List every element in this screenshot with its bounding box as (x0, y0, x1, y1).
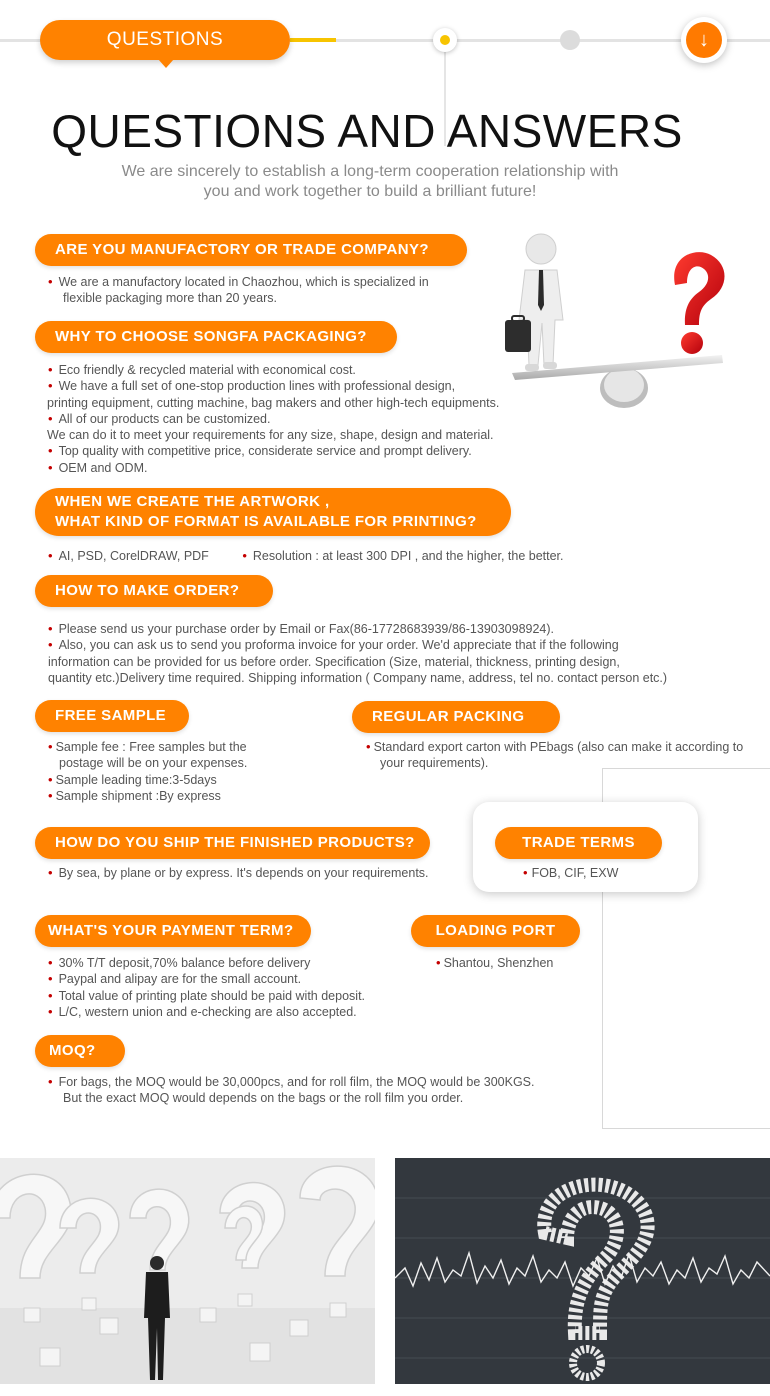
timeline-dot-active[interactable] (433, 28, 457, 52)
section-title-order: HOW TO MAKE ORDER? (35, 575, 273, 607)
company-answer: • We are a manufactory located in Chaozhou, which is specialized in flexible packaging more than 20 years. (48, 274, 429, 306)
scroll-down-button[interactable] (681, 17, 727, 63)
bullet-icon: • (48, 378, 53, 394)
section-title-packing: REGULAR PACKING (352, 701, 560, 733)
bullet-icon: • (48, 787, 53, 803)
bullet-icon: • (48, 274, 53, 289)
port-answer: • Shantou, Shenzhen (436, 955, 554, 970)
bullet-icon: • (366, 739, 371, 754)
timeline-accent (290, 38, 336, 42)
section-title-sample: FREE SAMPLE (35, 700, 189, 732)
question-marks-photo (0, 1158, 375, 1384)
section-title-ship: HOW DO YOU SHIP THE FINISHED PRODUCTS? (35, 827, 430, 859)
bullet-icon: • (48, 443, 53, 459)
bullet-icon: • (48, 459, 53, 475)
bullet-icon: • (436, 955, 441, 970)
bullet-icon: • (48, 548, 53, 563)
section-title-payment: WHAT'S YOUR PAYMENT TERM? (35, 915, 311, 947)
section-title-moq: MOQ? (35, 1035, 125, 1067)
bullet-icon: • (48, 637, 53, 653)
bullet-icon: • (242, 548, 247, 563)
bullet-icon: • (48, 971, 53, 987)
section-title-why: WHY TO CHOOSE SONGFA PACKAGING? (35, 321, 397, 353)
bullet-icon: • (48, 865, 53, 880)
bullet-icon: • (48, 1003, 53, 1019)
bullet-icon: • (48, 955, 53, 970)
bullet-icon: • (523, 865, 528, 880)
bullet-icon: • (48, 987, 53, 1003)
subtitle-line: you and work together to build a brilliant future! (203, 183, 537, 200)
artwork-answer: • AI, PSD, CorelDRAW, PDF • Resolution : at least 300 DPI , and the higher, the better. (48, 548, 564, 563)
section-title-trade: TRADE TERMS (495, 827, 662, 859)
moq-answer: • For bags, the MOQ would be 30,000pcs, and for roll film, the MOQ would be 300KGS. But the exact MOQ would depends on the bags or the roll film you order. (48, 1074, 535, 1106)
abstract-question-mark-photo (395, 1158, 770, 1384)
bullet-icon: • (48, 771, 53, 787)
sample-answer: • Sample fee : Free samples but the postage will be on your expenses. • Sample leading time:3-5days • Sample shipment :By express (48, 739, 248, 803)
page-subtitle (90, 162, 650, 202)
bullet-icon: • (48, 362, 53, 377)
bullet-icon: • (48, 410, 53, 426)
section-title-artwork: WHEN WE CREATE THE ARTWORK , WHAT KIND OF FORMAT IS AVAILABLE FOR PRINTING? (35, 488, 511, 536)
section-title-port: LOADING PORT (411, 915, 580, 947)
businessman-seesaw-illustration (497, 225, 737, 415)
bullet-icon: • (48, 621, 53, 636)
timeline-dot[interactable] (560, 30, 580, 50)
subtitle-line: We are sincerely to establish a long-term cooperation relationship with (121, 163, 619, 180)
arrow-down-icon: ↓ (686, 22, 722, 58)
payment-answer: • 30% T/T deposit,70% balance before delivery • Paypal and alipay are for the small account. • Total value of printing plate should be paid with deposit. • L/C, western union and e-checking are also accepted. (48, 955, 366, 1019)
page-title: QUESTIONS AND ANSWERS (51, 105, 683, 157)
section-title-company: ARE YOU MANUFACTORY OR TRADE COMPANY? (35, 234, 467, 266)
packing-answer: • Standard export carton with PEbags (also can make it according to your requirements). (366, 739, 744, 771)
frame-border (602, 1128, 770, 1129)
why-answer: • Eco friendly & recycled material with economical cost. • We have a full set of one-stop production lines with professional design, printing equipment, cutting machine, bag makers and other high-tech equipments. • All of our products can be customized. We can do it to meet your requirements for any size, shape, design and material. • Top quality with competitive price, considerate service and prompt delivery. • OEM and ODM. (47, 362, 500, 475)
questions-badge: QUESTIONS (40, 20, 290, 60)
frame-border (602, 768, 770, 769)
bullet-icon: • (48, 739, 53, 754)
bullet-icon: • (48, 1074, 53, 1089)
trade-answer: • FOB, CIF, EXW (523, 865, 619, 880)
ship-answer: • By sea, by plane or by express. It's depends on your requirements. (48, 865, 429, 880)
order-answer: • Please send us your purchase order by Email or Fax(86-17728683939/86-13903098924). • Also, you can ask us to send you proforma invoice for your order. We'd appreciate that if the following information can be provided for us before order. Specification (Size, material, thickness, printing design, quantity etc.)Delivery time required. Shipping information ( Company name, address, tel no. contact person etc.) (48, 621, 668, 685)
